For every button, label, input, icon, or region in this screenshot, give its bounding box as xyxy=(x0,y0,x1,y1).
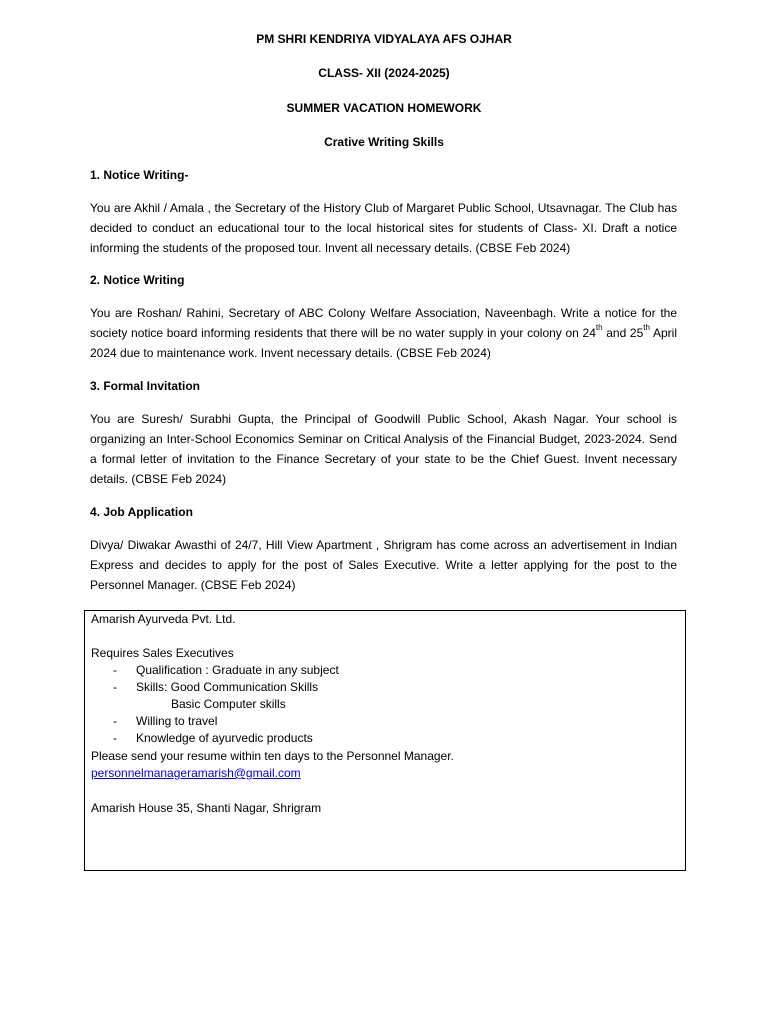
ad-dash: - xyxy=(113,714,117,728)
ad-send-instruction: Please send your resume within ten days to the Personnel Manager. xyxy=(91,749,454,763)
school-title: PM SHRI KENDRIYA VIDYALAYA AFS OJHAR xyxy=(256,32,512,46)
ad-dash: - xyxy=(113,680,117,694)
q2-sup-2: th xyxy=(643,323,650,332)
q3-heading: 3. Formal Invitation xyxy=(90,379,201,393)
q1-text: You are Akhil / Amala , the Secretary of the History Club of Margaret Public School, Utsavnagar. The Club has decided to conduct an educational tour to the local historical sites for students of Class- XI. Draft a notice informing the students of the proposed tour. Invent all necessary details. (CBSE Feb 2024) xyxy=(90,201,677,255)
ad-requires: Requires Sales Executives xyxy=(91,646,234,660)
ad-dash: - xyxy=(113,663,117,677)
ad-item-text: Skills: Good Communication Skills xyxy=(136,680,319,694)
q2-text-a: You are Roshan/ Rahini, Secretary of ABC Colony Welfare Association, Naveenbagh. Write a notice for the society notice board informing residents that there will be no water supply in your colony on 24 xyxy=(90,306,677,340)
q3-text: You are Suresh/ Surabhi Gupta, the Principal of Goodwill Public School, Akash Nagar. Your school is organizing an Inter-School Economics Seminar on Critical Analysis of the Financial Budget, 2023-2024. Send a formal letter of invitation to the Finance Secretary of your state to be the Chief Guest. Invent necessary details. (CBSE Feb 2024) xyxy=(90,412,677,486)
section-subtitle: Crative Writing Skills xyxy=(324,135,444,149)
ad-address: Amarish House 35, Shanti Nagar, Shrigram xyxy=(91,801,322,815)
advertisement-box xyxy=(84,610,686,871)
ad-item-text: Qualification : Graduate in any subject xyxy=(136,663,339,677)
ad-company: Amarish Ayurveda Pvt. Ltd. xyxy=(91,612,236,626)
ad-email-link[interactable]: personnelmanageramarish@gmail.com xyxy=(91,766,301,780)
ad-item-text: Knowledge of ayurvedic products xyxy=(136,731,313,745)
q4-text: Divya/ Diwakar Awasthi of 24/7, Hill View Apartment , Shrigram has come across an advertisement in Indian Express and decides to apply for the post of Sales Executive. Write a letter applying for the post to the Personnel Manager. (CBSE Feb 2024) xyxy=(90,538,677,592)
ad-dash: - xyxy=(113,731,117,745)
q2-text xyxy=(90,303,677,363)
class-title: CLASS- XII (2024-2025) xyxy=(318,66,450,80)
q2-sup-1: th xyxy=(595,323,603,332)
q2-heading: 2. Notice Writing xyxy=(90,273,185,287)
ad-item-text: Basic Computer skills xyxy=(171,697,286,711)
q1-heading: 1. Notice Writing- xyxy=(90,168,189,182)
homework-title: SUMMER VACATION HOMEWORK xyxy=(286,101,482,115)
ad-item-text: Willing to travel xyxy=(136,714,218,728)
q4-heading: 4. Job Application xyxy=(90,505,193,519)
q2-text-c: April 2024 due to maintenance work. Invent necessary details. (CBSE Feb 2024) xyxy=(90,326,677,360)
q2-text-b: and 25 xyxy=(602,326,644,340)
